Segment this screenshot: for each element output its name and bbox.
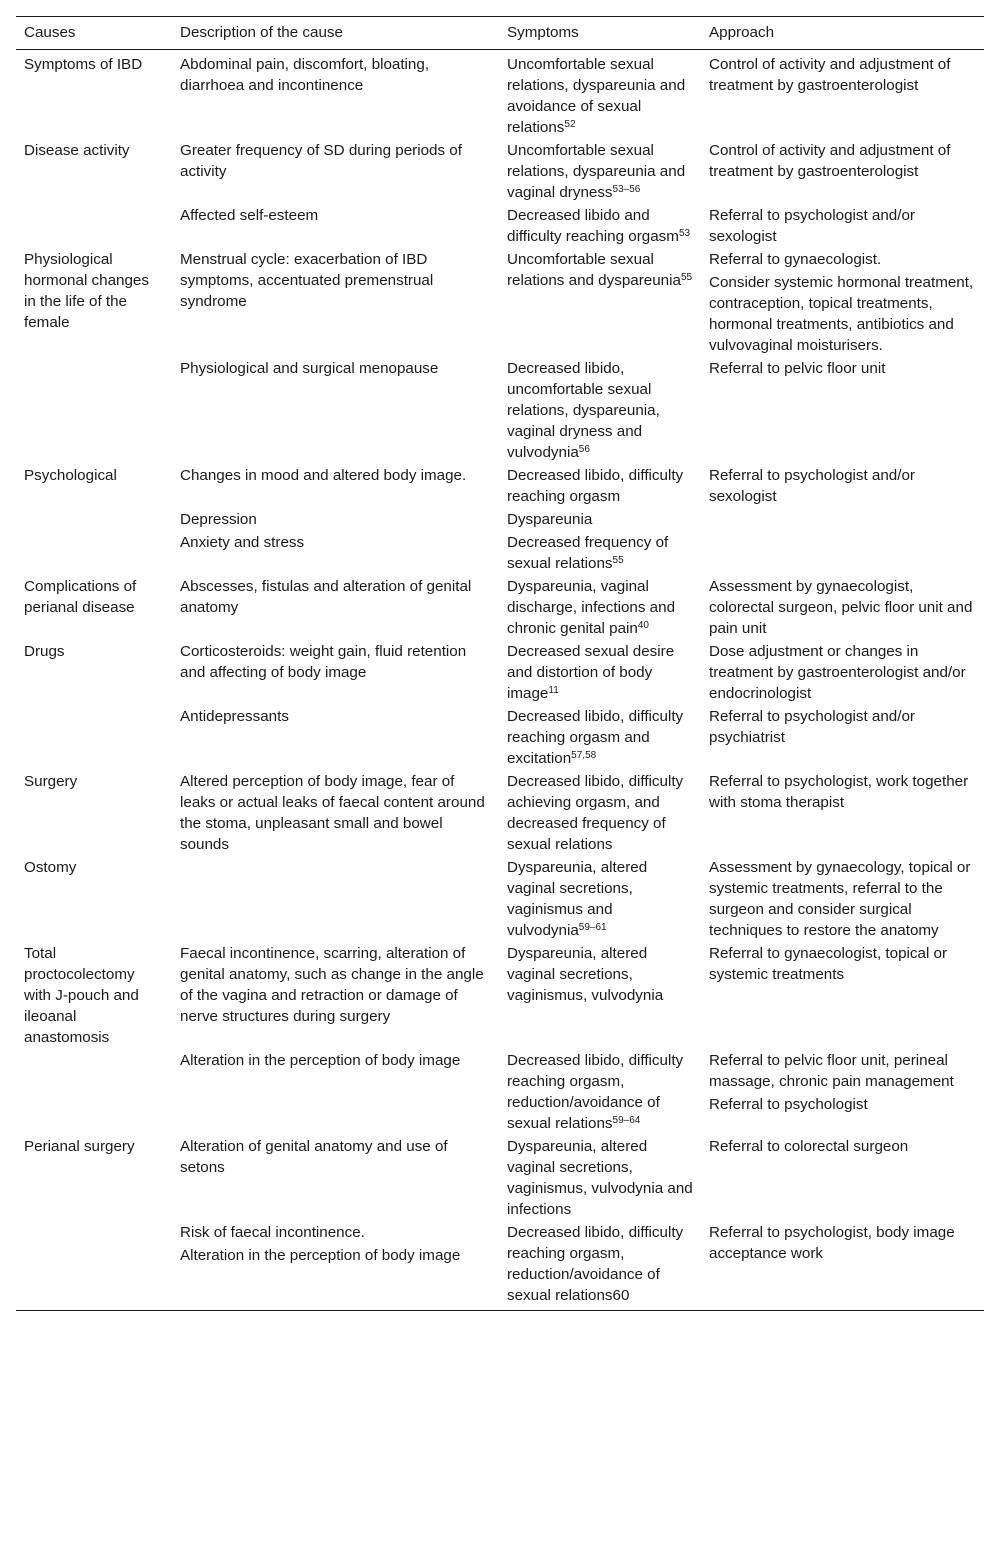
- cause-text: Symptoms of IBD: [24, 56, 143, 73]
- cell-description: [172, 770, 499, 856]
- cell-description: [172, 942, 499, 1049]
- approach-text: Referral to pelvic floor unit, perineal massage, chronic pain management: [709, 1052, 954, 1090]
- symptoms-text: Decreased libido and difficulty reaching orgasm: [507, 207, 679, 245]
- cell-approach: [701, 139, 984, 204]
- description-text: Menstrual cycle: exacerbation of IBD symptoms, accentuated premenstrual syndrome: [180, 251, 434, 310]
- description-text: Abdominal pain, discomfort, bloating, diarrhoea and incontinence: [180, 56, 430, 94]
- cell-symptoms: [499, 640, 701, 705]
- cell-symptoms: [499, 1135, 701, 1221]
- approach-text: Referral to psychologist, body image acceptance work: [709, 1224, 955, 1262]
- description-text: Depression: [180, 511, 257, 528]
- approach-text: Assessment by gynaecologist, colorectal surgeon, pelvic floor unit and pain unit: [709, 578, 973, 637]
- header-description: Description of the cause: [180, 24, 343, 41]
- cell-cause: [16, 204, 172, 248]
- cell-approach: [701, 770, 984, 856]
- cell-description: [172, 531, 499, 575]
- cell-symptoms: [499, 139, 701, 204]
- table-body: [16, 50, 984, 1311]
- approach-text: Referral to psychologist and/or psychiatrist: [709, 708, 915, 746]
- cell-symptoms: [499, 1049, 701, 1135]
- description-text: Faecal incontinence, scarring, alteration of genital anatomy, such as change in the angle of the vagina and retraction or damage of nerve structures during surgery: [180, 945, 484, 1025]
- symptoms-text: Decreased libido, difficulty reaching orgasm, reduction/avoidance of sexual relations60: [507, 1224, 684, 1304]
- approach-text: Referral to gynaecologist.: [709, 251, 882, 268]
- cell-symptoms: [499, 942, 701, 1049]
- cause-text: Physiological hormonal changes in the life of the female: [24, 251, 149, 331]
- description-text: Antidepressants: [180, 708, 289, 725]
- symptoms-text: Dyspareunia, altered vaginal secretions, vaginismus, vulvodynia and infections: [507, 1138, 693, 1218]
- cell-description: [172, 204, 499, 248]
- cause-text: Ostomy: [24, 859, 77, 876]
- cell-cause: [16, 856, 172, 942]
- description-text: Changes in mood and altered body image.: [180, 467, 467, 484]
- header-symptoms: Symptoms: [507, 24, 579, 41]
- symptoms-text: Dyspareunia, vaginal discharge, infections and chronic genital pain: [507, 578, 676, 637]
- description-text-2: Alteration in the perception of body image: [180, 1247, 461, 1264]
- table-row: [16, 50, 984, 140]
- cell-approach: [701, 204, 984, 248]
- cell-symptoms: [499, 770, 701, 856]
- causes-table: [16, 16, 984, 1311]
- description-text: Affected self-esteem: [180, 207, 319, 224]
- cell-cause: [16, 1221, 172, 1311]
- cell-symptoms: [499, 531, 701, 575]
- table-row: [16, 856, 984, 942]
- table-row: [16, 640, 984, 705]
- cause-text: Total proctocolectomy with J-pouch and ileoanal anastomosis: [24, 945, 139, 1046]
- cell-cause: [16, 464, 172, 508]
- cell-description: [172, 50, 499, 140]
- cell-description: [172, 640, 499, 705]
- cell-symptoms: [499, 248, 701, 357]
- reference-superscript: 52: [564, 119, 576, 130]
- cell-description: [172, 856, 499, 942]
- cause-text: Psychological: [24, 467, 117, 484]
- cell-approach: [701, 856, 984, 942]
- cell-approach: [701, 357, 984, 464]
- cell-approach: [701, 1049, 984, 1135]
- reference-superscript: 40: [637, 620, 649, 631]
- cell-cause: [16, 50, 172, 140]
- approach-text: Control of activity and adjustment of treatment by gastroenterologist: [709, 56, 951, 94]
- table-row: [16, 575, 984, 640]
- cause-text: Surgery: [24, 773, 78, 790]
- table-row: [16, 1135, 984, 1221]
- approach-text: Referral to gynaecologist, topical or systemic treatments: [709, 945, 948, 983]
- description-text: Alteration in the perception of body image: [180, 1052, 461, 1069]
- table-row: [16, 942, 984, 1049]
- reference-superscript: 59–64: [612, 1115, 641, 1126]
- description-text: Abscesses, fistulas and alteration of genital anatomy: [180, 578, 472, 616]
- cell-cause: [16, 1049, 172, 1135]
- cell-symptoms: [499, 50, 701, 140]
- symptoms-text: Dyspareunia, altered vaginal secretions, vaginismus and vulvodynia: [507, 859, 648, 939]
- table-row: [16, 464, 984, 508]
- symptoms-text: Decreased libido, difficulty reaching orgasm and excitation: [507, 708, 684, 767]
- approach-text: Referral to colorectal surgeon: [709, 1138, 909, 1155]
- cell-description: [172, 1135, 499, 1221]
- approach-text: Dose adjustment or changes in treatment by gastroenterologist and/or endocrinologist: [709, 643, 966, 702]
- cell-cause: [16, 248, 172, 357]
- header-causes: Causes: [24, 24, 76, 41]
- table-header-row: [16, 17, 984, 50]
- cell-cause: [16, 139, 172, 204]
- description-text: Altered perception of body image, fear of leaks or actual leaks of faecal content around the stoma, unpleasant small and bowel sounds: [180, 773, 485, 853]
- cell-cause: [16, 770, 172, 856]
- cell-description: [172, 139, 499, 204]
- description-text: Risk of faecal incontinence.: [180, 1224, 365, 1241]
- reference-superscript: 55: [680, 272, 693, 283]
- table-row: [16, 508, 984, 531]
- cell-cause: [16, 1135, 172, 1221]
- reference-superscript: 56: [578, 444, 590, 455]
- cell-cause: [16, 575, 172, 640]
- symptoms-text: Decreased frequency of sexual relations: [507, 534, 669, 572]
- cell-description: [172, 705, 499, 770]
- cause-text: Complications of perianal disease: [24, 578, 137, 616]
- table-row: [16, 1049, 984, 1135]
- reference-superscript: 57,58: [571, 750, 597, 761]
- cell-description: [172, 357, 499, 464]
- approach-text: Referral to psychologist, work together with stoma therapist: [709, 773, 969, 811]
- cause-text: Perianal surgery: [24, 1138, 135, 1155]
- cell-approach: [701, 1135, 984, 1221]
- reference-superscript: 53: [678, 228, 691, 239]
- cell-approach: [701, 640, 984, 705]
- cell-cause: [16, 942, 172, 1049]
- table-row: [16, 139, 984, 204]
- cell-approach: [701, 50, 984, 140]
- reference-superscript: 11: [548, 685, 559, 696]
- cell-symptoms: [499, 464, 701, 508]
- cell-approach: [701, 705, 984, 770]
- cell-description: [172, 248, 499, 357]
- symptoms-text: Uncomfortable sexual relations and dyspareunia: [507, 251, 681, 289]
- approach-text: Referral to psychologist and/or sexologist: [709, 207, 915, 245]
- table-row: [16, 357, 984, 464]
- reference-superscript: 53–56: [612, 184, 641, 195]
- cell-cause: [16, 705, 172, 770]
- table-row: [16, 705, 984, 770]
- symptoms-text: Decreased libido, difficulty reaching orgasm: [507, 467, 684, 505]
- table-row: [16, 531, 984, 575]
- cell-approach: [701, 575, 984, 640]
- cell-approach: [701, 1221, 984, 1311]
- approach-text: Referral to pelvic floor unit: [709, 360, 886, 377]
- cell-symptoms: [499, 204, 701, 248]
- symptoms-text: Decreased sexual desire and distortion of body image: [507, 643, 675, 702]
- description-text: Corticosteroids: weight gain, fluid retention and affecting of body image: [180, 643, 467, 681]
- cell-description: [172, 1221, 499, 1311]
- cell-cause: [16, 508, 172, 531]
- approach-text: Control of activity and adjustment of treatment by gastroenterologist: [709, 142, 951, 180]
- reference-superscript: 55: [612, 555, 624, 566]
- cell-symptoms: [499, 705, 701, 770]
- header-approach: Approach: [709, 24, 775, 41]
- symptoms-text: Decreased libido, uncomfortable sexual relations, dyspareunia, vaginal dryness and vulvodynia: [507, 360, 660, 461]
- cell-description: [172, 464, 499, 508]
- cell-symptoms: [499, 1221, 701, 1311]
- cell-approach: [701, 508, 984, 531]
- symptoms-text: Decreased libido, difficulty achieving orgasm, and decreased frequency of sexual relations: [507, 773, 684, 853]
- symptoms-text: Uncomfortable sexual relations, dyspareunia and avoidance of sexual relations: [507, 56, 686, 136]
- table-row: [16, 1221, 984, 1311]
- cell-symptoms: [499, 856, 701, 942]
- symptoms-text: Uncomfortable sexual relations, dyspareunia and vaginal dryness: [507, 142, 686, 201]
- cell-description: [172, 1049, 499, 1135]
- table-row: [16, 770, 984, 856]
- description-text: Alteration of genital anatomy and use of setons: [180, 1138, 448, 1176]
- approach-text: Referral to psychologist and/or sexologist: [709, 467, 915, 505]
- cell-cause: [16, 640, 172, 705]
- cause-text: Drugs: [24, 643, 65, 660]
- table-row: [16, 204, 984, 248]
- cell-symptoms: [499, 357, 701, 464]
- cell-approach: [701, 942, 984, 1049]
- cell-description: [172, 575, 499, 640]
- cell-approach: [701, 248, 984, 357]
- table-row: [16, 248, 984, 357]
- symptoms-text: Decreased libido, difficulty reaching orgasm, reduction/avoidance of sexual relations: [507, 1052, 684, 1132]
- cell-approach: [701, 464, 984, 508]
- description-text: Anxiety and stress: [180, 534, 305, 551]
- approach-text: Assessment by gynaecology, topical or systemic treatments, referral to the surgeon and consider surgical techniques to restore the anatomy: [709, 859, 971, 939]
- cause-text: Disease activity: [24, 142, 130, 159]
- reference-superscript: 59–61: [578, 922, 607, 933]
- cell-symptoms: [499, 575, 701, 640]
- cell-approach: [701, 531, 984, 575]
- symptoms-text: Dyspareunia: [507, 511, 593, 528]
- cell-symptoms: [499, 508, 701, 531]
- cell-cause: [16, 357, 172, 464]
- description-text: Greater frequency of SD during periods of activity: [180, 142, 462, 180]
- symptoms-text: Dyspareunia, altered vaginal secretions, vaginismus, vulvodynia: [507, 945, 664, 1004]
- cell-description: [172, 508, 499, 531]
- approach-text-2: Referral to psychologist: [709, 1096, 868, 1113]
- approach-text-2: Consider systemic hormonal treatment, contraception, topical treatments, hormonal treatments, antibiotics and vulvovaginal moisturisers.: [709, 274, 974, 354]
- description-text: Physiological and surgical menopause: [180, 360, 439, 377]
- cell-cause: [16, 531, 172, 575]
